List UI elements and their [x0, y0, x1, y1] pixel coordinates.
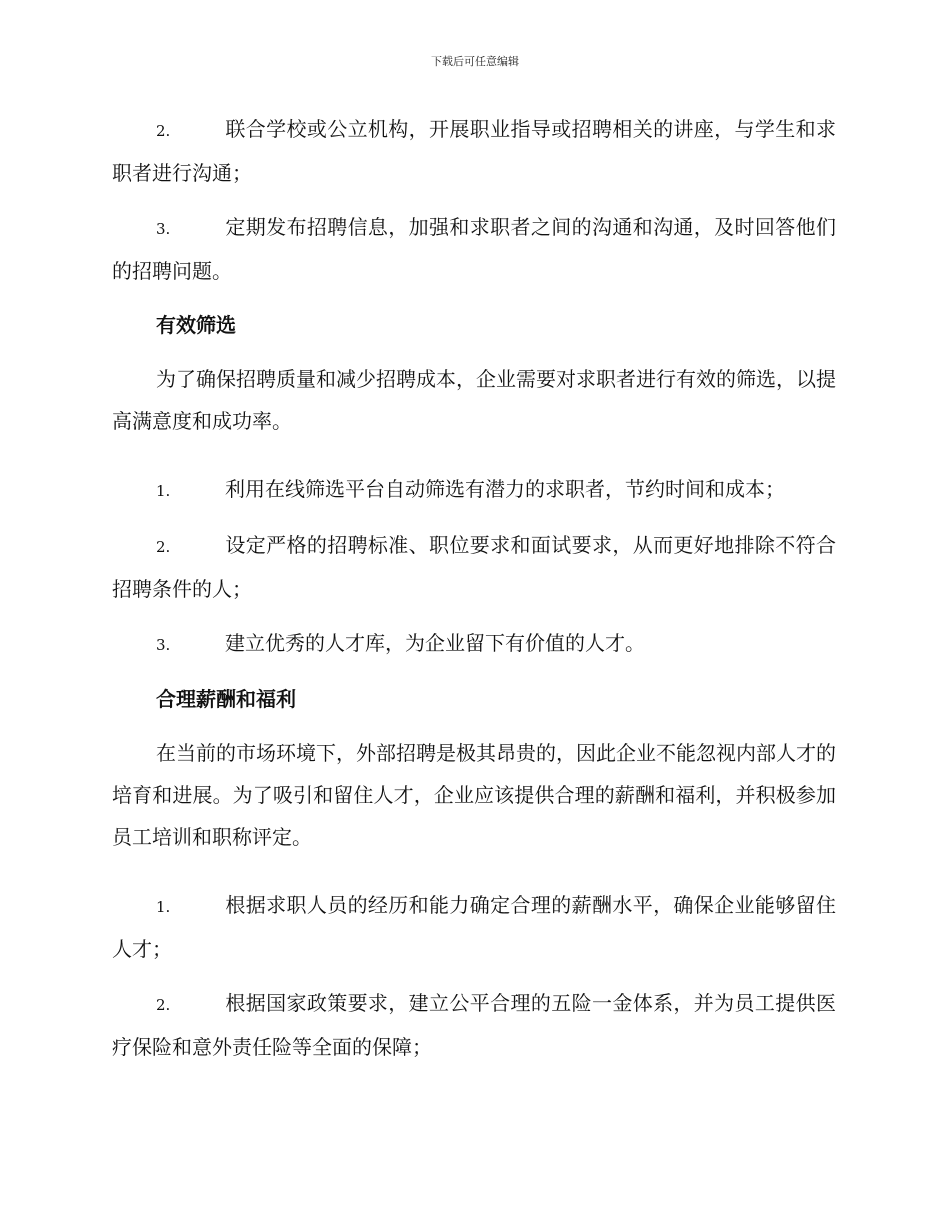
list-item-text: 利用在线筛选平台自动筛选有潜力的求职者，节约时间和成本； [225, 477, 785, 501]
list-item-text: 设定严格的招聘标准、职位要求和面试要求，从而更好地排除不符合招聘条件的人； [112, 533, 836, 601]
list-item [112, 206, 836, 292]
paragraph: 为了确保招聘质量和减少招聘成本，企业需要对求职者进行有效的筛选，以提高满意度和成功率。 [112, 367, 836, 433]
list-item [112, 524, 836, 610]
list-number: 1. [156, 482, 171, 500]
list-item [112, 468, 836, 512]
list-item [112, 622, 836, 666]
list-item-text: 根据国家政策要求，建立公平合理的五险一金体系，并为员工提供医疗保险和意外责任险等全面的保障； [112, 991, 836, 1059]
list-item [112, 982, 836, 1068]
list-number: 2. [156, 996, 171, 1014]
document-body [112, 108, 836, 1080]
list-item-text: 联合学校或公立机构，开展职业指导或招聘相关的讲座，与学生和求职者进行沟通； [112, 117, 836, 185]
list-item-text: 定期发布招聘信息，加强和求职者之间的沟通和沟通，及时回答他们的招聘问题。 [112, 215, 836, 283]
list-number: 3. [156, 220, 171, 238]
list-number: 2. [156, 538, 171, 556]
list-item-text: 建立优秀的人才库，为企业留下有价值的人才。 [225, 631, 645, 655]
section-heading: 有效筛选 [156, 313, 236, 337]
list-item-text: 根据求职人员的经历和能力确定合理的薪酬水平，确保企业能够留住人才； [112, 893, 836, 961]
list-item [112, 108, 836, 194]
paragraph: 在当前的市场环境下，外部招聘是极其昂贵的，因此企业不能忽视内部人才的培育和进展。为了吸引和留住人才，企业应该提供合理的薪酬和福利，并积极参加员工培训和职称评定。 [112, 741, 836, 849]
list-number: 2. [156, 122, 171, 140]
section-heading: 合理薪酬和福利 [156, 687, 296, 711]
list-number: 1. [156, 898, 171, 916]
list-item [112, 884, 836, 970]
page-header: 下载后可任意编辑 [431, 55, 519, 68]
list-number: 3. [156, 636, 171, 654]
